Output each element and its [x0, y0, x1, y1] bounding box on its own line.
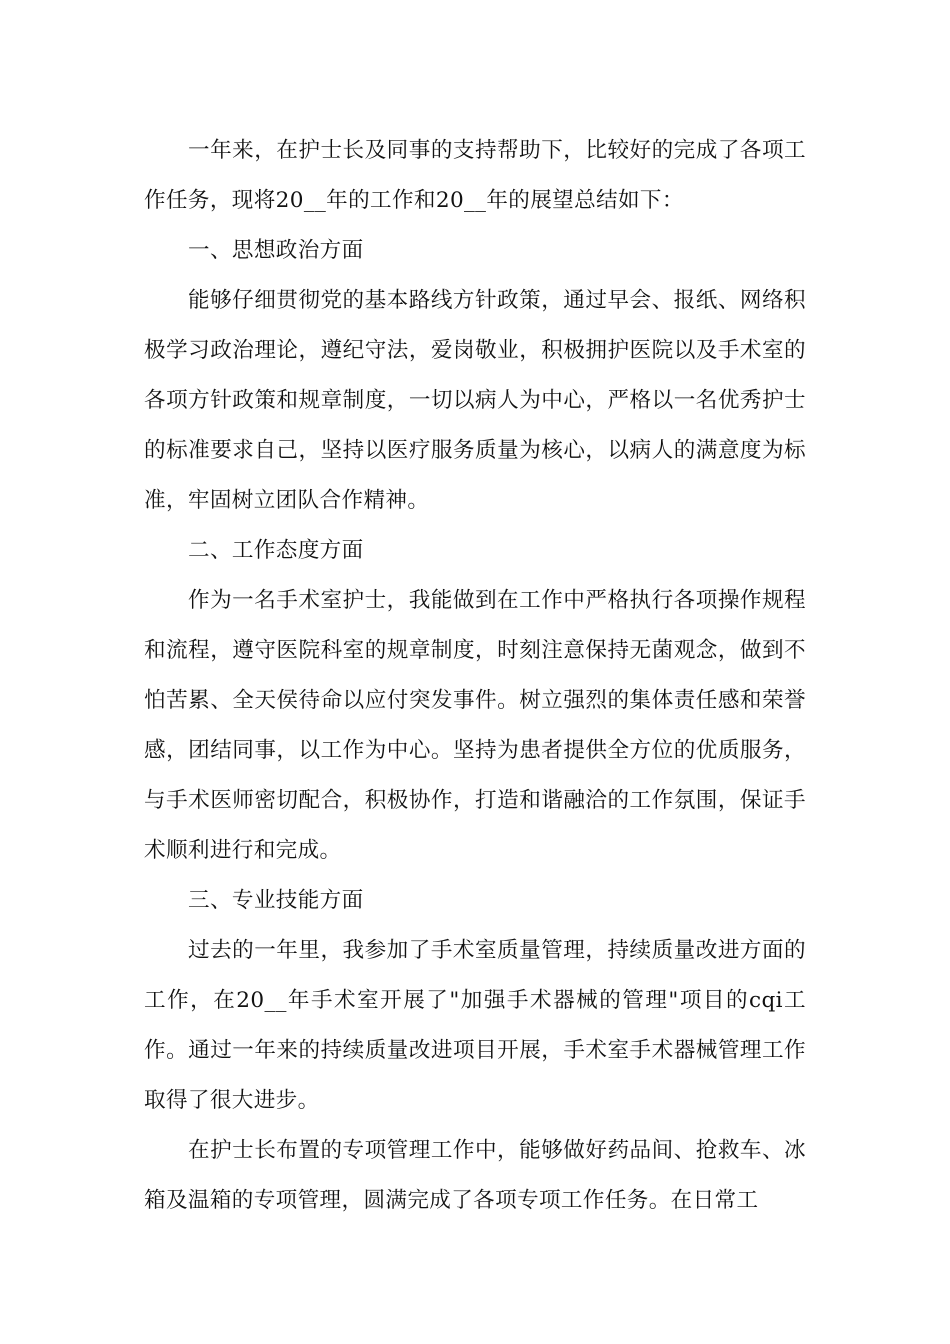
special-management-paragraph: 在护士长布置的专项管理工作中，能够做好药品间、抢救车、冰箱及温箱的专项管理，圆满完成了各项专项工作任务。在日常工 [144, 1138, 806, 1213]
ideology-paragraph: 能够仔细贯彻党的基本路线方针政策，通过早会、报纸、网络积极学习政治理论，遵纪守法，爱岗敬业，积极拥护医院以及手术室的各项方针政策和规章制度，一切以病人为中心，严格以一名优秀护士的标准要求自己，坚持以医疗服务质量为核心，以病人的满意度为标准，牢固树立团队合作精神。 [144, 288, 806, 513]
attitude-paragraph: 作为一名手术室护士，我能做到在工作中严格执行各项操作规程和流程，遵守医院科室的规章制度，时刻注意保持无菌观念，做到不怕苦累、全天侯待命以应付突发事件。树立强烈的集体责任感和荣誉感，团结同事，以工作为中心。坚持为患者提供全方位的优质服务，与手术医师密切配合，积极协作，打造和谐融洽的工作氛围，保证手术顺利进行和完成。 [144, 588, 806, 863]
skills-paragraph: 过去的一年里，我参加了手术室质量管理，持续质量改进方面的工作，在20__年手术室开展了"加强手术器械的管理"项目的cqi工作。通过一年来的持续质量改进项目开展，手术室手术器械管理工作取得了很大进步。 [144, 938, 806, 1113]
document-body [144, 126, 806, 1226]
section-heading-attitude: 二、工作态度方面 [188, 538, 364, 563]
intro-paragraph: 一年来，在护士长及同事的支持帮助下，比较好的完成了各项工作任务，现将20__年的工作和20__年的展望总结如下： [144, 138, 806, 213]
section-heading-ideology: 一、思想政治方面 [188, 238, 364, 263]
section-heading-skills: 三、专业技能方面 [188, 888, 364, 913]
